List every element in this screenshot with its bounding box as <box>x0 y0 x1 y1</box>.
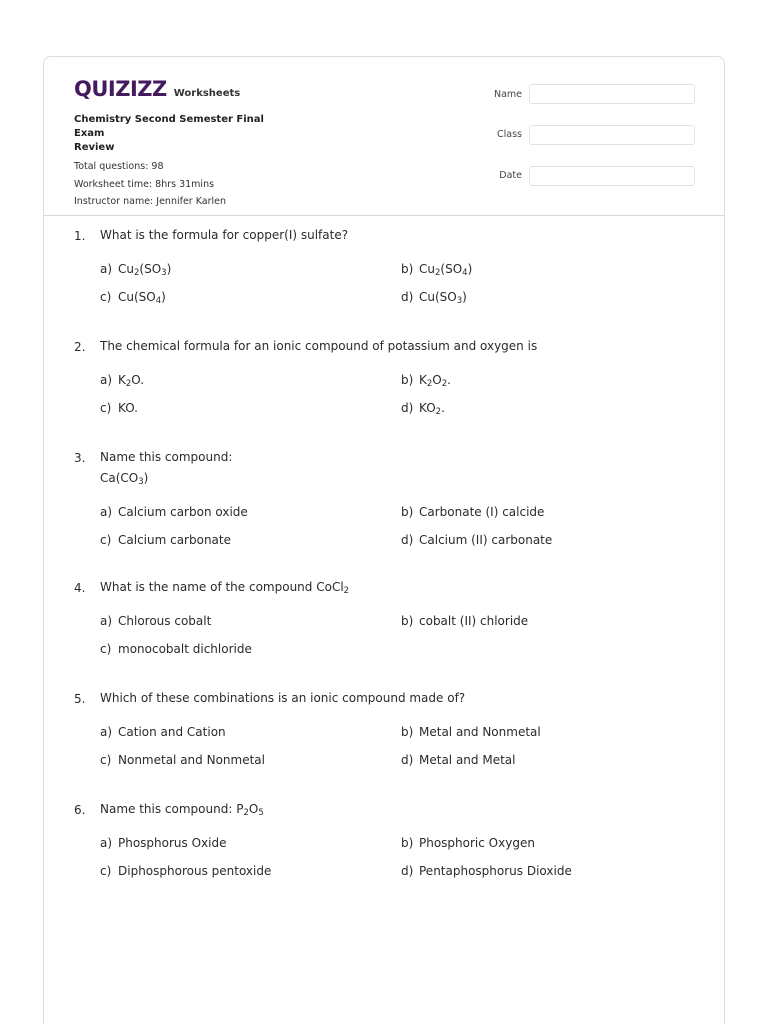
text-run: Phosphorus Oxide <box>118 836 227 850</box>
answer-option-d[interactable] <box>401 753 515 767</box>
option-letter: a) <box>100 373 113 387</box>
class-label: Class <box>497 129 522 140</box>
question-number: 2. <box>74 340 86 354</box>
quizizz-logo <box>74 77 240 101</box>
option-letter: b) <box>401 373 414 387</box>
subscript: 2 <box>435 407 442 417</box>
answer-option-b[interactable] <box>401 614 528 628</box>
option-letter: d) <box>401 401 414 415</box>
option-text <box>118 864 271 878</box>
subscript: 4 <box>462 268 468 278</box>
option-letter: b) <box>401 614 414 628</box>
text-run: Chlorous cobalt <box>118 614 212 628</box>
answer-option-c[interactable] <box>100 864 271 878</box>
name-label: Name <box>493 89 522 100</box>
option-text <box>419 401 445 415</box>
answer-option-c[interactable] <box>100 401 138 415</box>
option-letter: c) <box>100 533 112 547</box>
answer-option-b[interactable] <box>401 836 535 850</box>
question-text-line: What is the formula for copper(I) sulfate? <box>100 228 349 242</box>
name-field[interactable] <box>529 84 695 104</box>
subscript: 2 <box>426 379 433 389</box>
class-field[interactable] <box>529 125 695 145</box>
option-text <box>419 614 528 628</box>
option-letter: a) <box>100 614 113 628</box>
question-number: 3. <box>74 451 86 465</box>
answer-option-a[interactable] <box>100 725 226 739</box>
answer-option-a[interactable] <box>100 614 211 628</box>
instructor-name: Instructor name: Jennifer Karlen <box>74 196 227 207</box>
question-text <box>100 577 349 598</box>
option-text <box>419 290 467 304</box>
subscript: 2 <box>133 268 140 278</box>
text-run: K <box>419 373 427 387</box>
total-questions: Total questions: 98 <box>74 161 164 172</box>
option-text <box>118 505 248 519</box>
answer-option-b[interactable] <box>401 505 544 519</box>
text-run: (SO <box>440 262 463 276</box>
option-text <box>118 725 226 739</box>
question-text-line: Which of these combinations is an ionic compound made of? <box>100 691 466 705</box>
option-letter: a) <box>100 505 113 519</box>
option-text <box>419 753 515 767</box>
text-run: Cu(SO <box>118 290 156 304</box>
text-run: Carbonate (I) calcide <box>419 505 545 519</box>
answer-option-d[interactable] <box>401 864 572 878</box>
text-run: monocobalt dichloride <box>118 642 252 656</box>
answer-option-c[interactable] <box>100 533 231 547</box>
worksheet-time: Worksheet time: 8hrs 31mins <box>74 178 215 190</box>
option-text <box>118 753 265 767</box>
option-text <box>118 373 144 387</box>
text-run: ) <box>467 262 473 276</box>
text-run: . <box>447 373 451 387</box>
option-letter: d) <box>401 753 414 767</box>
text-run: (SO <box>139 262 162 276</box>
option-letter: c) <box>100 290 112 304</box>
option-letter: d) <box>401 290 414 304</box>
worksheet-meta <box>74 113 294 211</box>
answer-option-b[interactable] <box>401 373 451 387</box>
text-run: ) <box>166 262 172 276</box>
worksheet-page <box>43 56 725 1024</box>
worksheet-title-line2: Review <box>74 142 115 153</box>
option-letter: d) <box>401 864 414 878</box>
text-run: O. <box>131 373 145 387</box>
question-text <box>100 688 465 709</box>
option-letter: c) <box>100 401 112 415</box>
text-run: Cu(SO <box>419 290 457 304</box>
question-formula <box>100 468 232 489</box>
text-run: Diphosphorous pentoxide <box>118 864 272 878</box>
question-text <box>100 225 348 246</box>
date-label: Date <box>499 170 522 181</box>
date-field[interactable] <box>529 166 695 186</box>
option-letter: b) <box>401 725 414 739</box>
answer-option-a[interactable] <box>100 262 171 276</box>
text-run: Ca(CO <box>100 471 139 485</box>
text-run: ) <box>161 290 166 304</box>
answer-option-a[interactable] <box>100 505 248 519</box>
text-run: O <box>432 373 442 387</box>
answer-option-c[interactable] <box>100 642 252 656</box>
option-letter: b) <box>401 836 414 850</box>
text-run: ) <box>143 471 149 485</box>
option-text <box>118 290 166 304</box>
text-run: ) <box>462 290 467 304</box>
text-run: Metal and Metal <box>419 753 516 767</box>
logo-wordmark: QUIZIZZ <box>74 77 167 101</box>
question-number: 1. <box>74 229 86 243</box>
answer-option-c[interactable] <box>100 290 166 304</box>
text-run: KO <box>419 401 436 415</box>
option-letter: b) <box>401 505 414 519</box>
worksheet-title-line1: Chemistry Second Semester Final Exam <box>74 114 264 139</box>
answer-option-b[interactable] <box>401 725 541 739</box>
option-letter: a) <box>100 725 113 739</box>
option-text <box>419 725 541 739</box>
text-run: Calcium (II) carbonate <box>419 533 553 547</box>
text-run: O <box>248 802 259 816</box>
text-run: KO. <box>118 401 138 415</box>
text-run: Cu <box>419 262 435 276</box>
subscript: 3 <box>138 477 144 487</box>
text-run: Name this compound: P <box>100 802 244 816</box>
option-letter: c) <box>100 753 112 767</box>
option-text <box>118 533 231 547</box>
option-text <box>419 262 472 276</box>
option-text <box>419 864 572 878</box>
question-text-line: Name this compound: <box>100 450 233 464</box>
subscript: 2 <box>441 379 448 389</box>
subscript: 2 <box>434 268 441 278</box>
option-letter: d) <box>401 533 414 547</box>
subscript: 4 <box>155 296 162 306</box>
subscript: 5 <box>258 808 264 818</box>
text-run: Cation and Cation <box>118 725 226 739</box>
text-run: Metal and Nonmetal <box>419 725 541 739</box>
answer-option-d[interactable] <box>401 401 445 415</box>
question-number: 4. <box>74 581 86 595</box>
option-letter: c) <box>100 864 112 878</box>
answer-option-b[interactable] <box>401 262 472 276</box>
text-run: K <box>118 373 126 387</box>
text-run: What is the name of the compound CoCl <box>100 580 344 594</box>
question-text <box>100 336 537 357</box>
logo-subtitle: Worksheets <box>173 88 241 99</box>
option-letter: c) <box>100 642 112 656</box>
option-letter: b) <box>401 262 414 276</box>
option-text <box>419 373 451 387</box>
text-run: Pentaphosphorus Dioxide <box>419 864 572 878</box>
answer-option-c[interactable] <box>100 753 265 767</box>
question-number: 6. <box>74 803 86 817</box>
option-text <box>118 614 211 628</box>
question-text <box>100 799 264 820</box>
subscript: 2 <box>125 379 132 389</box>
text-run: Nonmetal and Nonmetal <box>118 753 265 767</box>
subscript: 3 <box>456 296 463 306</box>
answer-option-a[interactable] <box>100 373 144 387</box>
option-text <box>419 505 544 519</box>
text-run: cobalt (II) chloride <box>419 614 529 628</box>
answer-option-d[interactable] <box>401 533 552 547</box>
option-text <box>118 642 252 656</box>
text-run: Calcium carbon oxide <box>118 505 248 519</box>
option-text <box>118 401 138 415</box>
subscript: 2 <box>243 808 249 818</box>
option-text <box>419 533 552 547</box>
text-run: Cu <box>118 262 134 276</box>
option-letter: a) <box>100 262 113 276</box>
answer-option-a[interactable] <box>100 836 227 850</box>
worksheet-header <box>44 57 724 216</box>
question-text <box>100 447 232 489</box>
option-text <box>118 836 227 850</box>
text-run: Phosphoric Oxygen <box>419 836 535 850</box>
text-run: Calcium carbonate <box>118 533 231 547</box>
subscript: 3 <box>161 268 167 278</box>
option-text <box>419 836 535 850</box>
subscript: 2 <box>343 586 350 596</box>
text-run: . <box>441 401 445 415</box>
option-text <box>118 262 171 276</box>
option-letter: a) <box>100 836 113 850</box>
question-text-line: The chemical formula for an ionic compound of potassium and oxygen is <box>100 339 538 353</box>
answer-option-d[interactable] <box>401 290 467 304</box>
question-number: 5. <box>74 692 86 706</box>
